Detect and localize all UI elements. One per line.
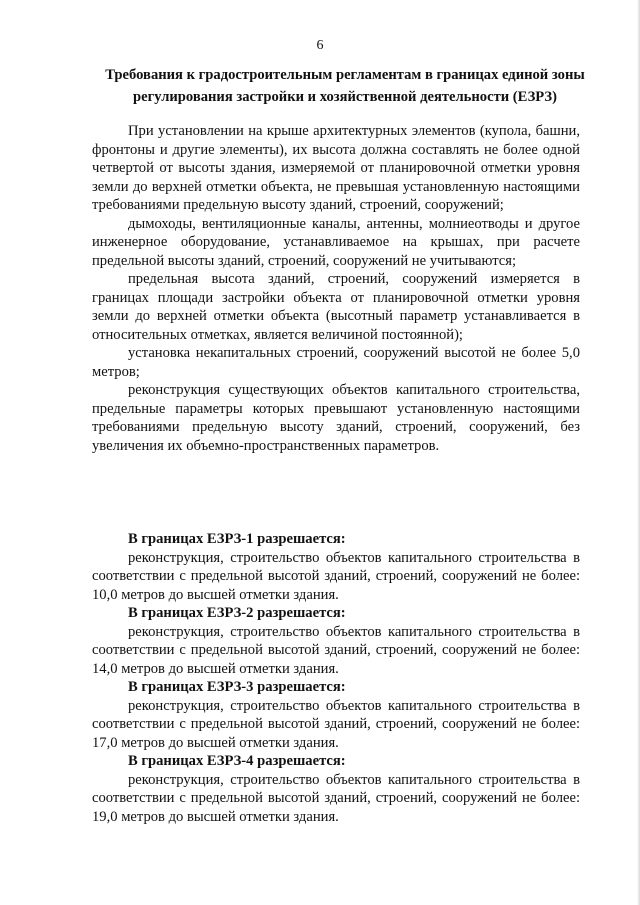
page-number: 6	[316, 38, 324, 53]
zone-text: реконструкция, строительство объектов капитального строительства в соответствии с предельной высотой зданий, строений, сооружений не более: 19,0 метров до высшей отметки здания.	[92, 771, 580, 825]
zone-heading: В границах ЕЗРЗ-4 разрешается:	[128, 753, 346, 769]
paragraph: дымоходы, вентиляционные каналы, антенны, молниеотводы и другое инженерное оборудование, устанавливаемое на крышах, при расчете предельной высоты зданий, строений, сооружений не учитываются;	[92, 215, 580, 269]
zone-text: реконструкция, строительство объектов капитального строительства в соответствии с предельной высотой зданий, строений, сооружений не более: 10,0 метров до высшей отметки здания.	[92, 549, 580, 603]
paragraph: реконструкция существующих объектов капитального строительства, предельные параметры которых превышают установленную настоящими требованиями предельную высоту зданий, строений, сооружений, без увеличения их объемно-пространственных параметров.	[92, 382, 580, 454]
zone-block-2	[92, 604, 580, 678]
zone-text: реконструкция, строительство объектов капитального строительства в соответствии с предельной высотой зданий, строений, сооружений не более: 14,0 метров до высшей отметки здания.	[92, 623, 580, 677]
paragraph: установка некапитальных строений, сооружений высотой не более 5,0 метров;	[92, 345, 580, 380]
paragraph: предельная высота зданий, строений, сооружений измеряется в границах площади застройки объекта от планировочной отметки уровня земли до верхней отметки объекта (высотный параметр устанавливается в относительных отметках, является величиной постоянной);	[92, 271, 580, 343]
zone-text: реконструкция, строительство объектов капитального строительства в соответствии с предельной высотой зданий, строений, сооружений не более: 17,0 метров до высшей отметки здания.	[92, 697, 580, 751]
intro-section	[92, 122, 580, 455]
zone-heading: В границах ЕЗРЗ-2 разрешается:	[128, 605, 346, 621]
paragraph: При установлении на крыше архитектурных элементов (купола, башни, фронтоны и другие элементы), их высота должна составлять не более одной четвертой от высоты здания, измеряемой от планировочной отметки уровня земли до верхней отметки объекта, не превышая установленную настоящими требованиями предельную высоту зданий, строений, сооружений;	[92, 123, 580, 213]
zones-section	[92, 530, 580, 826]
zone-block-1	[92, 530, 580, 604]
zone-block-3	[92, 678, 580, 752]
zone-heading: В границах ЕЗРЗ-1 разрешается:	[128, 531, 346, 547]
page-title: Требования к градостроительным регламентам в границах единой зоны регулирования застройки и хозяйственной деятельности (ЕЗРЗ)	[105, 67, 585, 105]
zone-block-4	[92, 752, 580, 826]
zone-heading: В границах ЕЗРЗ-3 разрешается:	[128, 679, 346, 695]
